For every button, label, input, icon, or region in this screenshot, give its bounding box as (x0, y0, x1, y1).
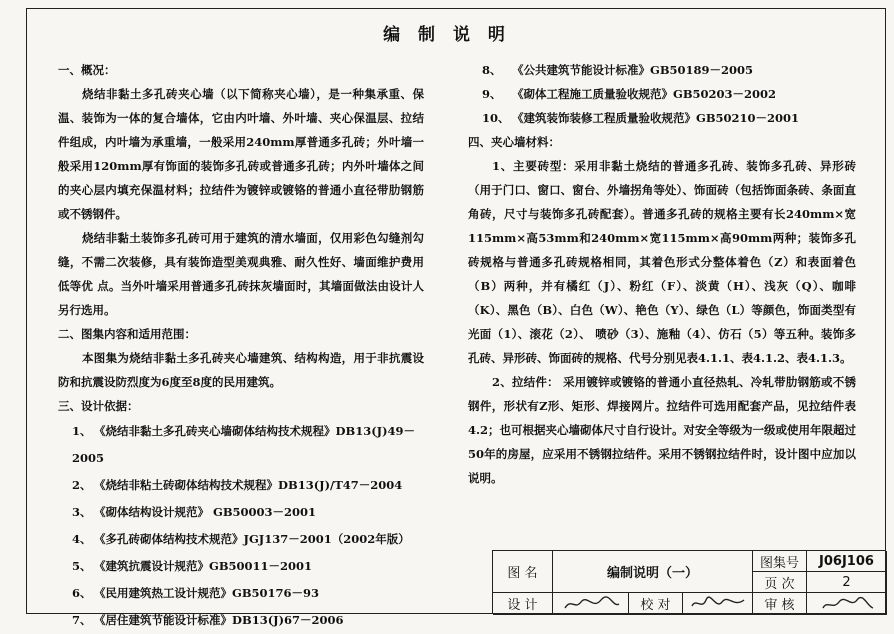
reviewer-signature-scribble (817, 596, 877, 612)
reference-item: 8、 《公共建筑节能设计标准》GB50189－2005 (482, 63, 754, 77)
section-1-heading: 一、概况： (58, 63, 116, 77)
designer-signature-scribble (561, 596, 621, 612)
section-4-heading: 四、夹心墙材料： (468, 135, 560, 149)
section-1-paragraph-2: 烧结非黏土装饰多孔砖可用于建筑的清水墙面，仅用彩色勾缝剂勾缝，不需二次装修，具有装饰造型美观典雅、耐久性好、墙面维护费用低等优 点。当外叶墙采用普通多孔砖抹灰墙面时，其墙面做法由设计人另行选用。 (58, 231, 424, 317)
reference-item: 2、 《烧结非粘土砖砌体结构技术规程》DB13(J)/T47－2004 (72, 478, 403, 492)
reference-item: 7、 《居住建筑节能设计标准》DB13(J)67－2006 (72, 613, 344, 627)
reference-item: 4、 《多孔砖砌体结构技术规范》JGJ137－2001（2002年版） (72, 532, 410, 546)
designer-label: 设 计 (493, 593, 553, 615)
section-1-paragraph-1: 烧结非黏土多孔砖夹心墙（以下简称夹心墙），是一种集承重、保温、装饰为一体的复合墙体，它由内叶墙、外叶墙、夹心保温层、拉结件组成，内叶墙为承重墙，一般采用240mm厚普通多孔砖；外叶墙一般采用120mm厚有饰面的装饰多孔砖或普通多孔砖；内外叶墙体之间的夹心层内填充保温材料；拉结件为镀锌或镀铬的普通小直径带肋钢筋或不锈钢件。 (58, 87, 424, 221)
page-number-value: 2 (807, 572, 887, 593)
checker-label: 校 对 (629, 593, 683, 615)
reference-item: 9、 《砌体工程施工质量验收规范》GB50203－2002 (482, 87, 777, 101)
right-column (468, 58, 856, 490)
drawing-name-value: 编制说明（一） (553, 551, 753, 593)
section-2-heading: 二、图集内容和适用范围： (58, 327, 196, 341)
page-title: 编 制 说 明 (383, 25, 511, 45)
atlas-number-label: 图集号 (753, 551, 807, 572)
reference-item: 3、 《砌体结构设计规范》 GB50003－2001 (72, 505, 317, 519)
checker-signature (683, 593, 753, 615)
atlas-number-value: J06J106 (807, 551, 887, 572)
title-block (492, 550, 886, 614)
page-number-label: 页 次 (753, 572, 807, 593)
designer-signature (553, 593, 629, 615)
checker-signature-scribble (688, 596, 748, 612)
reference-item: 1、 《烧结非黏土多孔砖夹心墙砌体结构技术规程》DB13(J)49－2005 (72, 424, 416, 465)
reviewer-label: 审 核 (753, 593, 807, 615)
reviewer-signature (807, 593, 887, 615)
left-column (58, 58, 424, 634)
section-4-paragraph-1: 1、主要砖型：采用非黏土烧结的普通多孔砖、装饰多孔砖、异形砖（用于门口、窗口、窗台、外墙拐角等处）、饰面砖（包括饰面条砖、条面直角砖，尺寸与装饰多孔砖配套）。普通多孔砖的规格主要有长240mm×宽115mm×高53mm和240mm×宽115mm×高90mm两种；装饰多孔砖规格与普通多孔砖规格相同，其着色形式分整体着色（Z）和表面着色（B）两种，并有橘红（J）、粉红（F）、淡黄（H）、浅灰（Q）、咖啡（K）、黑色（B）、白色（W）、艳色（Y）、绿色（L）等颜色，饰面类型有光面（1）、滚花（2）、 喷砂（3）、施釉（4）、仿石（5）等五种。装饰多孔砖、异形砖、饰面砖的规格、代号分别见表4.1.1、表4.1.2、表4.1.3。 (468, 159, 856, 365)
drawing-name-label: 图 名 (493, 551, 553, 593)
reference-item: 6、 《民用建筑热工设计规范》GB50176－93 (72, 586, 320, 600)
section-4-paragraph-2: 2、拉结件： 采用镀锌或镀铬的普通小直径热轧、冷轧带肋钢筋或不锈钢件，形状有Z形、矩形、焊接网片。拉结件可选用配套产品，见拉结件表4.2；也可根据夹心墙砌体尺寸自行设计。对安全等级为一级或使用年限超过 50年的房屋，应采用不锈钢拉结件。采用不锈钢拉结件时，设计图中应加以说明。 (468, 375, 857, 485)
reference-item: 5、 《建筑抗震设计规范》GB50011－2001 (72, 559, 313, 573)
reference-item: 10、 《建筑装饰装修工程质量验收规范》GB50210－2001 (482, 111, 800, 125)
section-3-heading: 三、设计依据： (58, 399, 139, 413)
section-2-paragraph-1: 本图集为烧结非黏土多孔砖夹心墙建筑、结构构造，用于非抗震设防和抗震设防烈度为6度至8度的民用建筑。 (58, 351, 424, 389)
